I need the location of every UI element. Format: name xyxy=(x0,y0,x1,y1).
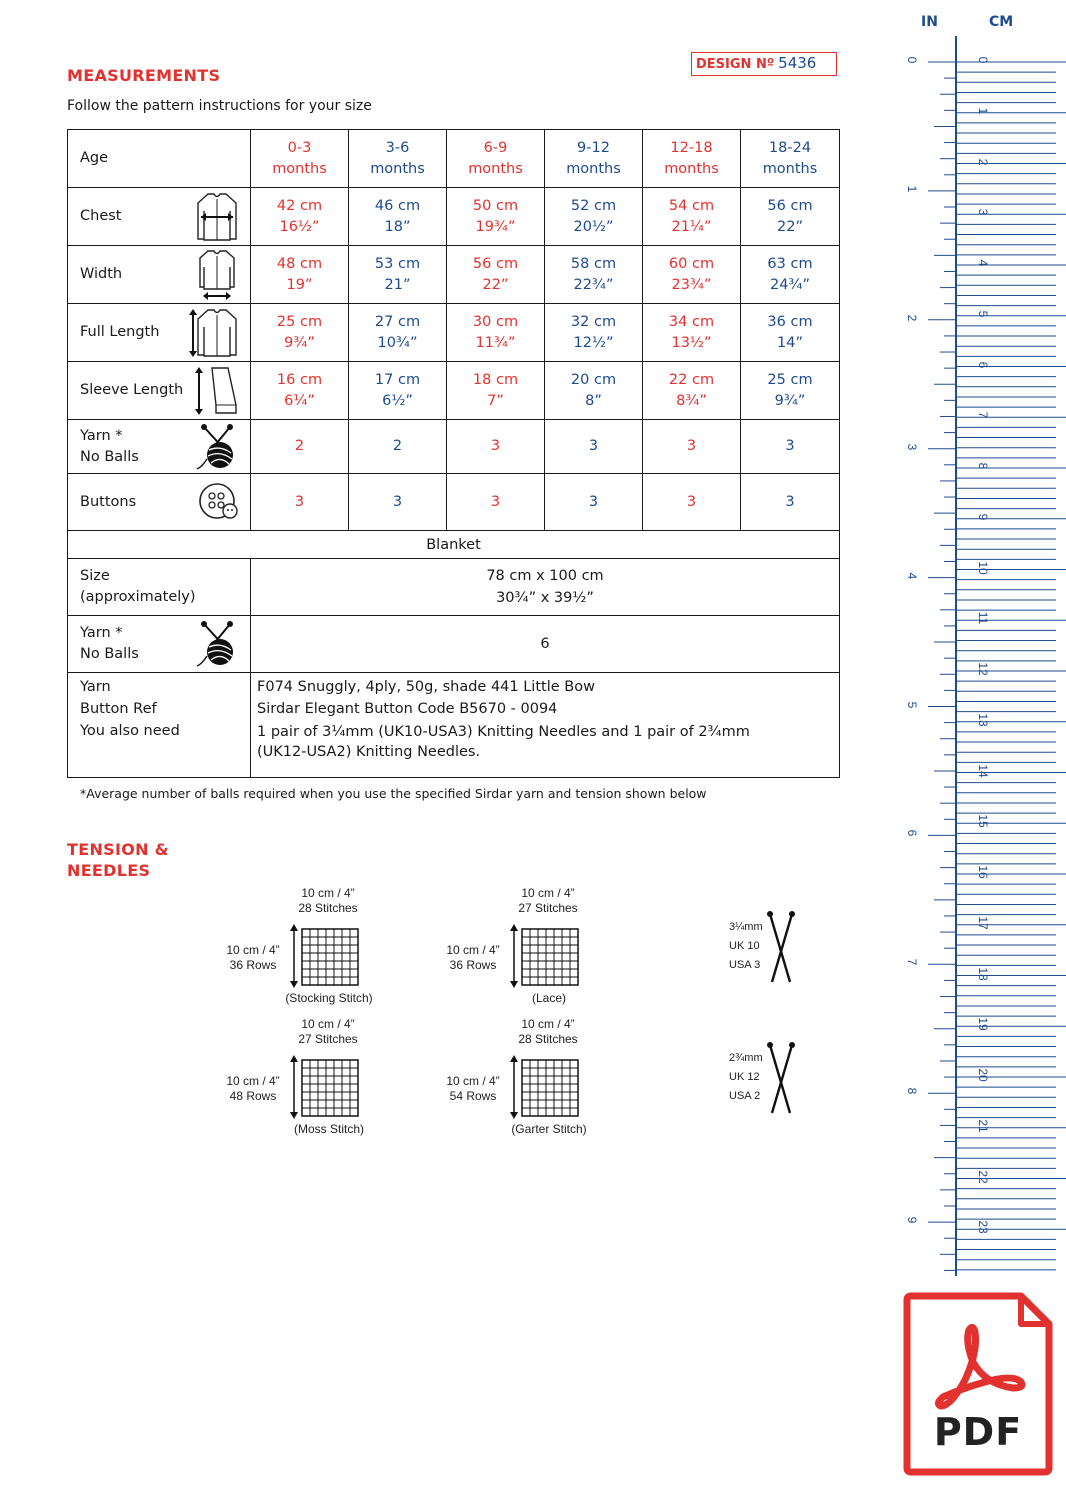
row-label: Chest xyxy=(80,208,122,224)
buttons-value: 3 xyxy=(349,474,447,531)
swatch-grid-icon xyxy=(508,923,582,995)
width-value: 63 cm 24¾” xyxy=(741,246,840,304)
row-label: Sleeve Length xyxy=(80,382,184,398)
swatch-row-count: 10 cm / 4” 36 Rows xyxy=(226,943,280,972)
chest-measure-icon xyxy=(194,191,240,243)
chest-value: 52 cm 20½” xyxy=(545,188,643,246)
blanket-yarn-label-cell xyxy=(68,616,251,673)
buttons-value: 3 xyxy=(741,474,840,531)
blanket-yarn-row xyxy=(68,616,840,673)
width-label-cell xyxy=(68,246,251,304)
materials-row xyxy=(68,673,840,778)
ruler-cm-number: 17 xyxy=(976,916,990,930)
chest-value: 50 cm 19¾” xyxy=(447,188,545,246)
ruler-inch-number: 0 xyxy=(905,56,919,64)
swatch-row-count: 10 cm / 4” 48 Rows xyxy=(226,1074,280,1103)
size-age: 12-18 xyxy=(670,139,713,156)
yarn-balls-value: 3 xyxy=(545,420,643,474)
buttons-value: 3 xyxy=(447,474,545,531)
size-unit: months xyxy=(566,160,621,177)
width-row xyxy=(68,246,840,304)
sleeve-length-value: 25 cm 9¾” xyxy=(741,362,840,420)
ruler-inch-number: 7 xyxy=(905,958,919,966)
ruler-inch-number: 9 xyxy=(905,1216,919,1224)
yarn-balls-value: 3 xyxy=(643,420,741,474)
intro-text: Follow the pattern instructions for your size xyxy=(67,98,372,114)
swatch-stitch-count: 10 cm / 4” 28 Stitches xyxy=(518,1017,578,1046)
width-value: 58 cm 22¾” xyxy=(545,246,643,304)
needle-label-1: 3¼mm UK 10 USA 3 xyxy=(729,921,763,971)
design-number-box xyxy=(691,52,837,76)
pdf-badge[interactable] xyxy=(903,1292,1053,1476)
full-length-value: 30 cm 11¾” xyxy=(447,304,545,362)
also-need-value: 1 pair of 3¼mm (UK10-USA3) Knitting Needles and 1 pair of 2¾mm (UK12-USA2) Knitting Needles. xyxy=(257,724,750,760)
footnote: *Average number of balls required when you use the specified Sirdar yarn and tension shown below xyxy=(80,786,707,801)
buttons-row xyxy=(68,474,840,531)
buttons-label-cell xyxy=(68,474,251,531)
full-length-value: 25 cm 9¾” xyxy=(251,304,349,362)
age-label-cell xyxy=(68,130,251,188)
full-length-value: 32 cm 12½” xyxy=(545,304,643,362)
ruler-inch-number: 5 xyxy=(905,701,919,708)
ruler-cm-label: CM xyxy=(989,14,1014,30)
row-label: Width xyxy=(80,266,123,282)
sleeve-length-value: 18 cm 7” xyxy=(447,362,545,420)
size-unit: months xyxy=(664,160,719,177)
sleeve-length-row xyxy=(68,362,840,420)
sleeve-measure-icon xyxy=(194,365,240,417)
size-header xyxy=(643,130,741,188)
knitting-needles-icon xyxy=(766,1041,796,1115)
sleeve-length-value: 17 cm 6½” xyxy=(349,362,447,420)
width-value: 60 cm 23¾” xyxy=(643,246,741,304)
knitting-needles-icon xyxy=(766,910,796,984)
ruler-inch-number: 4 xyxy=(905,572,919,579)
width-measure-icon xyxy=(194,249,240,301)
materials-keys xyxy=(68,673,251,778)
size-age: 0-3 xyxy=(287,139,312,156)
row-label: Buttons xyxy=(80,493,137,510)
buttons-value: 3 xyxy=(643,474,741,531)
swatch-grid-icon xyxy=(288,1054,362,1126)
ruler-cm-number: 7 xyxy=(976,411,990,419)
blanket-yarn-balls: 6 xyxy=(251,616,840,673)
tension-title: TENSION & NEEDLES xyxy=(67,840,169,880)
also-need-key: You also need xyxy=(80,723,180,739)
ruler-cm-number: 9 xyxy=(976,513,990,521)
yarn-ball-icon xyxy=(196,620,240,668)
measurements-title: MEASUREMENTS xyxy=(67,66,221,85)
chest-value: 46 cm 18” xyxy=(349,188,447,246)
chest-label-cell xyxy=(68,188,251,246)
buttons-value: 3 xyxy=(545,474,643,531)
swatch-stitch-type: (Lace) xyxy=(531,991,566,1005)
yarn-balls-value: 3 xyxy=(741,420,840,474)
button-icon xyxy=(198,482,240,522)
design-label: DESIGN Nº xyxy=(696,57,775,72)
swatch-stitch-type: (Stocking Stitch) xyxy=(285,991,373,1005)
swatch-stitch-count: 10 cm / 4” 27 Stitches xyxy=(298,1017,358,1046)
sleeve-length-value: 20 cm 8” xyxy=(545,362,643,420)
swatch-grid-icon xyxy=(288,923,362,995)
ruler-cm-number: 11 xyxy=(976,612,990,625)
ruler-cm-number: 22 xyxy=(976,1169,990,1184)
full-length-value: 27 cm 10¾” xyxy=(349,304,447,362)
ruler-cm-number: 0 xyxy=(976,56,990,64)
ruler-cm-number: 16 xyxy=(976,865,990,879)
chest-value: 42 cm 16½” xyxy=(251,188,349,246)
chest-row xyxy=(68,188,840,246)
ruler-cm-number: 14 xyxy=(976,763,990,778)
swatch-stitch-count: 10 cm / 4” 28 Stitches xyxy=(298,886,358,915)
swatch-row-count: 10 cm / 4” 36 Rows xyxy=(446,943,500,972)
yarn-balls-row xyxy=(68,420,840,474)
size-header xyxy=(545,130,643,188)
measurements-table xyxy=(67,129,840,778)
full-length-value: 36 cm 14” xyxy=(741,304,840,362)
ruler-cm-number: 4 xyxy=(976,259,990,267)
ruler-cm-number: 13 xyxy=(976,713,990,727)
full-length-row xyxy=(68,304,840,362)
row-label: Full Length xyxy=(80,324,160,340)
ruler-cm-number: 20 xyxy=(976,1068,990,1082)
yarn-label-cell xyxy=(68,420,251,474)
width-value: 48 cm 19” xyxy=(251,246,349,304)
length-measure-icon xyxy=(188,307,240,359)
size-age: 9-12 xyxy=(577,139,610,156)
pdf-label: PDF xyxy=(933,1410,1023,1454)
size-header xyxy=(741,130,840,188)
ruler-cm-number: 8 xyxy=(976,462,990,470)
ruler-inch-number: 1 xyxy=(905,185,919,193)
size-unit: months xyxy=(762,160,818,177)
blanket-size-value: 78 cm x 100 cm 30¾” x 39½” xyxy=(251,559,840,616)
full-length-label-cell xyxy=(68,304,251,362)
ruler-cm-number: 19 xyxy=(976,1017,990,1031)
ruler-inch-number: 8 xyxy=(905,1087,919,1095)
size-unit: months xyxy=(272,160,327,177)
size-unit: months xyxy=(370,160,425,177)
ruler-inch-number: 6 xyxy=(905,830,919,837)
size-age: 6-9 xyxy=(483,139,508,156)
sleeve-length-value: 16 cm 6¼” xyxy=(251,362,349,420)
ruler-inch-label: IN xyxy=(921,14,938,30)
blanket-heading-row xyxy=(68,531,840,559)
yarn-balls-value: 2 xyxy=(251,420,349,474)
ruler-inch-number: 3 xyxy=(905,443,919,451)
width-value: 56 cm 22” xyxy=(447,246,545,304)
swatch-stitch-type: (Garter Stitch) xyxy=(511,1122,587,1136)
swatch-row-count: 10 cm / 4” 54 Rows xyxy=(446,1074,500,1103)
size-header xyxy=(251,130,349,188)
ruler-cm-number: 21 xyxy=(976,1119,990,1133)
yarn-balls-value: 2 xyxy=(349,420,447,474)
ruler-cm-number: 3 xyxy=(976,208,990,216)
chest-value: 54 cm 21¼” xyxy=(643,188,741,246)
design-number: 5436 xyxy=(778,54,817,72)
needle-label-2: 2¾mm UK 12 USA 2 xyxy=(729,1052,763,1102)
blanket-size-label-cell xyxy=(68,559,251,616)
row-label: Size (approximately) xyxy=(80,568,196,605)
button-ref-value: Sirdar Elegant Button Code B5670 - 0094 xyxy=(257,701,558,717)
size-header xyxy=(349,130,447,188)
size-age: 3-6 xyxy=(385,139,410,156)
age-label: Age xyxy=(80,150,109,166)
ruler-inch-number: 2 xyxy=(905,314,919,322)
swatch-grid-icon xyxy=(508,1054,582,1126)
sleeve-length-label-cell xyxy=(68,362,251,420)
ruler-cm-number: 12 xyxy=(976,662,990,676)
ruler-cm-number: 23 xyxy=(976,1220,990,1234)
blanket-heading: Blanket xyxy=(68,531,840,559)
ruler-cm-number: 18 xyxy=(976,966,990,981)
ruler-cm-number: 5 xyxy=(976,310,990,318)
blanket-size-row xyxy=(68,559,840,616)
row-label: Yarn * No Balls xyxy=(80,427,139,465)
ruler-cm-number: 1 xyxy=(976,107,990,115)
swatch-stitch-type: (Moss Stitch) xyxy=(293,1122,364,1136)
buttons-value: 3 xyxy=(251,474,349,531)
ruler-cm-number: 6 xyxy=(976,361,990,368)
yarn-key: Yarn xyxy=(80,679,111,695)
sleeve-length-value: 22 cm 8¾” xyxy=(643,362,741,420)
materials-values xyxy=(251,673,840,778)
size-header xyxy=(447,130,545,188)
age-row xyxy=(68,130,840,188)
chest-value: 56 cm 22” xyxy=(741,188,840,246)
full-length-value: 34 cm 13½” xyxy=(643,304,741,362)
width-value: 53 cm 21” xyxy=(349,246,447,304)
yarn-balls-value: 3 xyxy=(447,420,545,474)
size-age: 18-24 xyxy=(768,139,812,156)
ruler-cm-number: 15 xyxy=(976,814,990,828)
swatch-stitch-count: 10 cm / 4” 27 Stitches xyxy=(518,886,578,915)
ruler-cm-number: 10 xyxy=(976,560,990,575)
button-ref-key: Button Ref xyxy=(80,701,157,717)
yarn-value: F074 Snuggly, 4ply, 50g, shade 441 Little Bow xyxy=(257,679,595,695)
yarn-ball-icon xyxy=(196,423,240,471)
row-label: Yarn * No Balls xyxy=(80,625,139,662)
size-unit: months xyxy=(468,160,523,177)
ruler-cm-number: 2 xyxy=(976,158,990,165)
